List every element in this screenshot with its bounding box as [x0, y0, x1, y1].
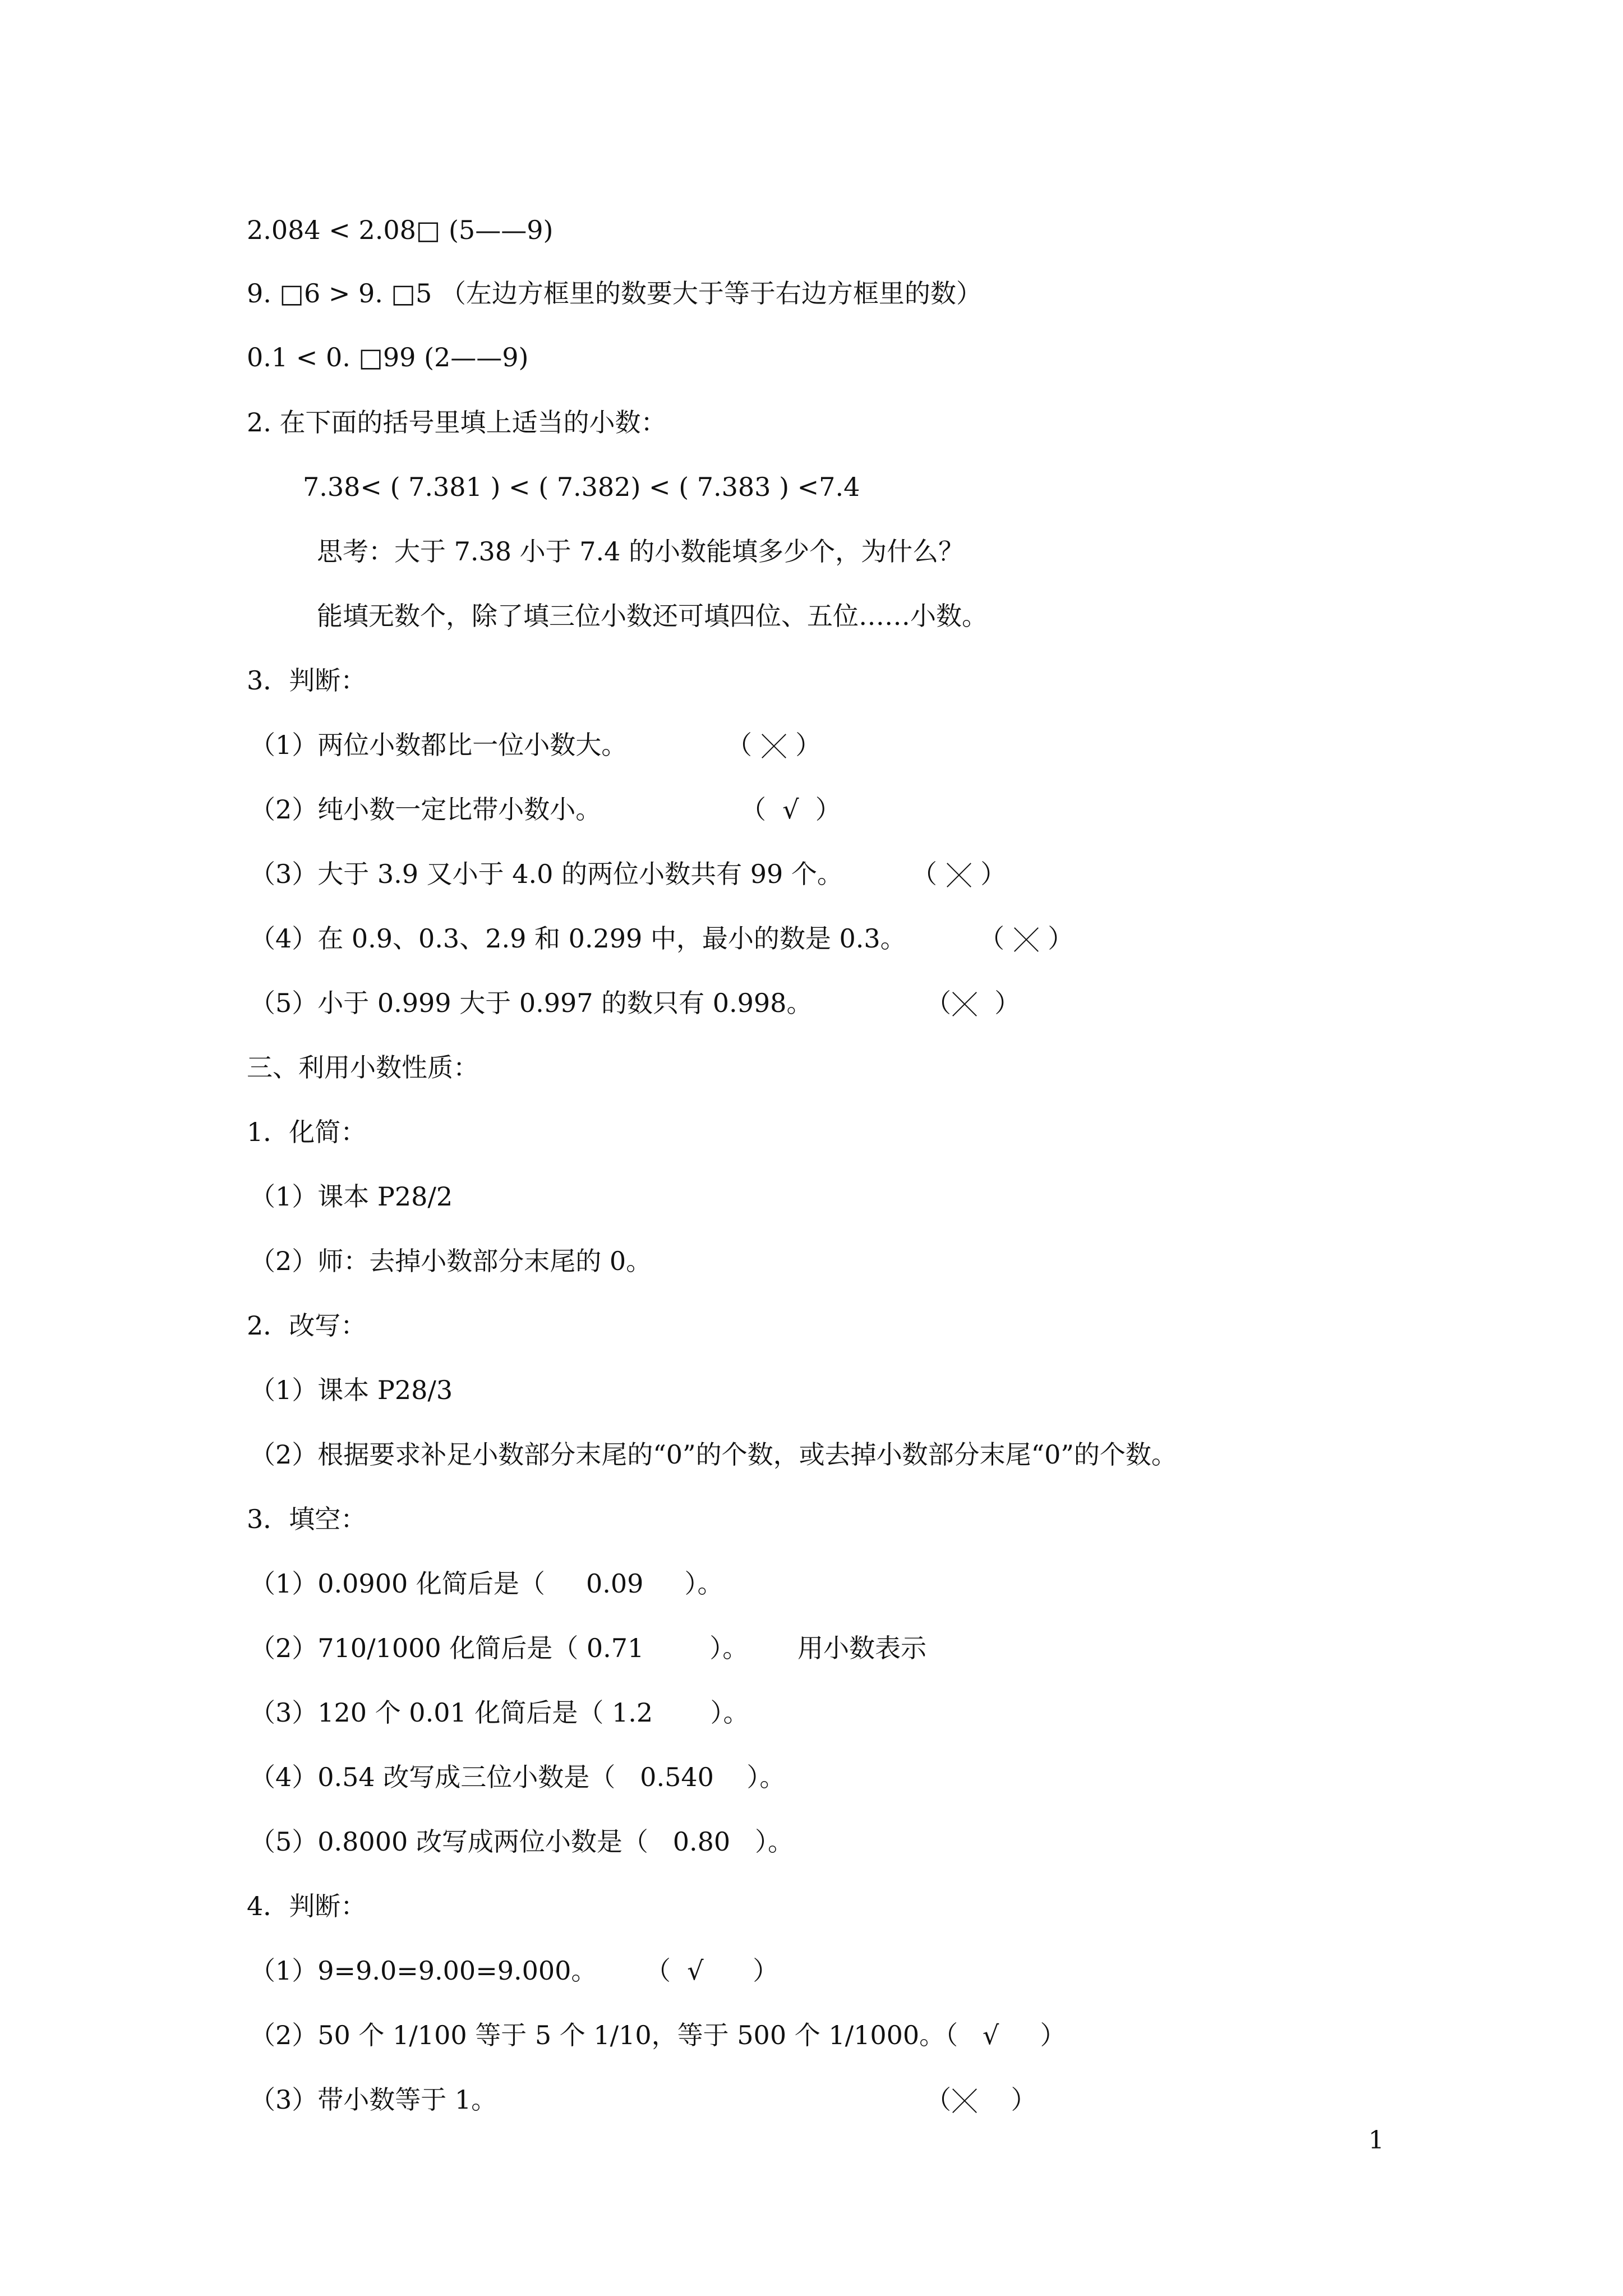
line-compare-2: 9. □6 > 9. □5 （左边方框里的数要大于等于右边方框里的数） [247, 278, 982, 309]
paren-close: ） [972, 859, 1007, 889]
judge-heading: 3．判断： [247, 665, 367, 696]
cross-icon [946, 861, 972, 887]
page-number: 1 [1368, 2126, 1384, 2155]
paren-close: ） [978, 2085, 1037, 2115]
paren-open: （ [726, 730, 760, 760]
judge-item-4-answer [979, 922, 1073, 955]
think-question: 思考：大于 7.38 小于 7.4 的小数能填多少个，为什么？ [317, 536, 965, 567]
line-compare-1: 2.084 < 2.08□ (5——9) [247, 215, 554, 245]
rewrite-item-2: （2）根据要求补足小数部分末尾的“0”的个数，或去掉小数部分末尾“0”的个数。 [250, 1439, 1177, 1470]
question-2-heading: 2. 在下面的括号里填上适当的小数： [247, 407, 667, 438]
cross-icon [760, 731, 787, 758]
judge-item-2: （2）纯小数一定比带小数小。 [250, 794, 602, 825]
paren-close: ） [978, 988, 1021, 1018]
section-3-heading: 三、利用小数性质： [247, 1052, 479, 1083]
cross-icon [951, 990, 978, 1016]
paren-close: ） [787, 730, 822, 760]
judge2-item-3: （3）带小数等于 1。 [250, 2085, 497, 2115]
fill-item-4: （4）0.54 改写成三位小数是（ 0.540 ）。 [250, 1762, 786, 1792]
paren-open: （ [925, 988, 951, 1018]
judge2-item-1-answer: （ √ ） [645, 1955, 779, 1986]
line-compare-3: 0.1 < 0. □99 (2——9) [247, 342, 529, 372]
judge-item-3: （3）大于 3.9 又小于 4.0 的两位小数共有 99 个。 [250, 859, 843, 889]
judge-item-4: （4）在 0.9、0.3、2.9 和 0.299 中，最小的数是 0.3。 [250, 923, 906, 954]
judge2-heading: 4．判断： [247, 1891, 367, 1921]
fill-item-5: （5）0.8000 改写成两位小数是（ 0.80 ）。 [250, 1826, 794, 1857]
think-answer: 能填无数个，除了填三位小数还可填四位、五位……小数。 [317, 601, 988, 631]
rewrite-item-1: （1）课本 P28/3 [250, 1375, 453, 1405]
simplify-item-1: （1）课本 P28/2 [250, 1181, 453, 1212]
fill-item-2: （2）710/1000 化简后是（ 0.71 ）。 用小数表示 [250, 1633, 927, 1663]
fill-heading: 3．填空： [247, 1504, 367, 1534]
judge-item-1: （1）两位小数都比一位小数大。 [250, 730, 628, 760]
rewrite-heading: 2．改写： [247, 1310, 367, 1341]
paren-open: （ [979, 923, 1013, 954]
simplify-heading: 1．化简： [247, 1117, 367, 1147]
judge-item-5: （5）小于 0.999 大于 0.997 的数只有 0.998。 [250, 988, 813, 1018]
fill-item-1: （1）0.0900 化简后是（ 0.09 ）。 [250, 1568, 723, 1599]
judge-item-3-answer [911, 857, 1006, 891]
judge-item-2-answer: （ √ ） [740, 794, 841, 825]
paren-open: （ [911, 859, 946, 889]
paren-open: （ [925, 2085, 951, 2115]
judge2-item-3-answer [925, 2083, 1037, 2116]
judge-item-5-answer [925, 986, 1020, 1020]
fill-item-3: （3）120 个 0.01 化简后是（ 1.2 ）。 [250, 1697, 749, 1728]
simplify-item-2: （2）师：去掉小数部分末尾的 0。 [250, 1246, 652, 1276]
judge2-item-1: （1）9=9.0=9.00=9.000。 [250, 1955, 597, 1986]
paren-close: ） [1039, 923, 1074, 954]
judge-item-1-answer [726, 728, 821, 762]
question-2-answer: 7.38< ( 7.381 ) < ( 7.382) < ( 7.383 ) <7.4 [303, 472, 860, 502]
cross-icon [1013, 925, 1040, 952]
cross-icon [951, 2086, 978, 2113]
judge2-item-2: （2）50 个 1/100 等于 5 个 1/10，等于 500 个 1/1000。（ √ ） [250, 2020, 1066, 2050]
